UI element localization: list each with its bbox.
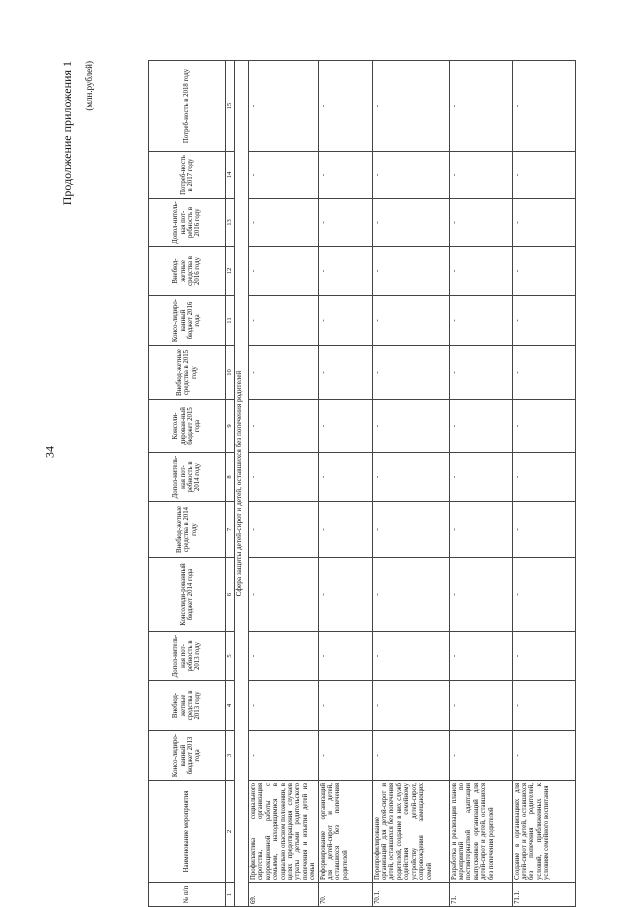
empty-value-cell: -	[318, 199, 372, 247]
empty-value-cell: -	[372, 731, 449, 781]
col-header: Потреб-ность в 2018 году	[149, 61, 226, 152]
empty-value-cell: -	[449, 731, 512, 781]
empty-value-cell: -	[249, 453, 319, 502]
empty-value-cell: -	[318, 502, 372, 558]
row-number: 71.	[449, 883, 512, 907]
column-number: 14	[226, 152, 235, 199]
page-number: 34	[42, 446, 57, 458]
empty-value-cell: -	[449, 453, 512, 502]
col-header: Консолиди-рованный бюджет 2014 года	[149, 558, 226, 632]
empty-value-cell: -	[372, 453, 449, 502]
col-header: № п/п	[149, 883, 226, 907]
empty-value-cell: -	[449, 152, 512, 199]
empty-value-cell: -	[512, 400, 575, 453]
empty-value-cell: -	[318, 731, 372, 781]
empty-value-cell: -	[372, 502, 449, 558]
empty-value-cell: -	[249, 247, 319, 296]
column-number: 11	[226, 296, 235, 346]
empty-value-cell: -	[372, 61, 449, 152]
empty-value-cell: -	[372, 247, 449, 296]
empty-value-cell: -	[449, 502, 512, 558]
section-title: Сфера защиты детей-сирот и детей, оставшихся без попечения родителей	[235, 61, 249, 907]
row-name: Разработка и реализация планов мероприятий по постинтернатной адаптации выпускников организаций для детей-сирот и детей, оставшихся без попечения родителей	[449, 781, 512, 883]
row-name: Профилактика социального сиротства, организация коррекционной работы с семьями, находящимися в социально опасном положении, в целях предотвращения случаев утраты детьми родительского попечения и изъятия детей из семьи	[249, 781, 319, 883]
col-header: Потреб-ность в 2017 году	[149, 152, 226, 199]
empty-value-cell: -	[449, 558, 512, 632]
empty-value-cell: -	[449, 199, 512, 247]
column-number-row	[226, 61, 235, 907]
col-header: Внебюд-жетные средства в 2015 году	[149, 346, 226, 400]
empty-value-cell: -	[512, 453, 575, 502]
row-number: 70.1.	[372, 883, 449, 907]
empty-value-cell: -	[449, 346, 512, 400]
column-number: 3	[226, 731, 235, 781]
empty-value-cell: -	[318, 247, 372, 296]
empty-value-cell: -	[249, 296, 319, 346]
empty-value-cell: -	[318, 400, 372, 453]
table-row	[249, 61, 319, 907]
col-header: Внебюд-жетные средства в 2014 году	[149, 502, 226, 558]
empty-value-cell: -	[512, 502, 575, 558]
col-header: Консо-лидиро-ванный бюджет 2016 года	[149, 296, 226, 346]
empty-value-cell: -	[318, 61, 372, 152]
section-row	[235, 61, 249, 907]
col-header: Консоли-дирован-ный бюджет 2015 года	[149, 400, 226, 453]
empty-value-cell: -	[249, 61, 319, 152]
empty-value-cell: -	[249, 400, 319, 453]
empty-value-cell: -	[372, 632, 449, 681]
empty-value-cell: -	[372, 152, 449, 199]
empty-value-cell: -	[449, 247, 512, 296]
column-number: 10	[226, 346, 235, 400]
empty-value-cell: -	[318, 453, 372, 502]
column-number: 8	[226, 453, 235, 502]
empty-value-cell: -	[512, 731, 575, 781]
empty-value-cell: -	[512, 61, 575, 152]
empty-value-cell: -	[372, 296, 449, 346]
empty-value-cell: -	[372, 681, 449, 731]
empty-value-cell: -	[512, 346, 575, 400]
empty-value-cell: -	[449, 296, 512, 346]
empty-value-cell: -	[372, 346, 449, 400]
column-number: 13	[226, 199, 235, 247]
table-row	[449, 61, 512, 907]
col-header: Допол-нитель-ная пот-ребность в 2013 году	[149, 632, 226, 681]
empty-value-cell: -	[249, 346, 319, 400]
row-number: 71.1.	[512, 883, 575, 907]
continuation-title: Продолжение приложения 1	[60, 61, 74, 206]
empty-value-cell: -	[249, 199, 319, 247]
row-number: 69.	[249, 883, 319, 907]
table-row	[318, 61, 372, 907]
empty-value-cell: -	[318, 346, 372, 400]
empty-value-cell: -	[372, 558, 449, 632]
empty-value-cell: -	[249, 681, 319, 731]
empty-value-cell: -	[449, 400, 512, 453]
row-number: 70.	[318, 883, 372, 907]
empty-value-cell: -	[318, 632, 372, 681]
empty-value-cell: -	[449, 681, 512, 731]
empty-value-cell: -	[249, 502, 319, 558]
empty-value-cell: -	[249, 152, 319, 199]
units-label: (млн.рублей)	[84, 61, 94, 111]
empty-value-cell: -	[449, 632, 512, 681]
empty-value-cell: -	[318, 681, 372, 731]
empty-value-cell: -	[512, 247, 575, 296]
empty-value-cell: -	[512, 199, 575, 247]
empty-value-cell: -	[512, 296, 575, 346]
empty-value-cell: -	[512, 681, 575, 731]
column-number: 4	[226, 681, 235, 731]
empty-value-cell: -	[249, 632, 319, 681]
column-number: 6	[226, 558, 235, 632]
empty-value-cell: -	[372, 199, 449, 247]
empty-value-cell: -	[249, 558, 319, 632]
rotated-content	[60, 61, 586, 907]
table-row	[512, 61, 575, 907]
empty-value-cell: -	[512, 632, 575, 681]
empty-value-cell: -	[449, 61, 512, 152]
empty-value-cell: -	[512, 152, 575, 199]
column-number: 9	[226, 400, 235, 453]
column-number: 15	[226, 61, 235, 152]
column-number: 1	[226, 883, 235, 907]
column-number: 7	[226, 502, 235, 558]
column-number: 2	[226, 781, 235, 883]
empty-value-cell: -	[512, 558, 575, 632]
funding-table	[148, 60, 576, 907]
col-header: Консо-лидиро-ванный бюджет 2013 года	[149, 731, 226, 781]
column-number: 12	[226, 247, 235, 296]
col-header: Наименование мероприятия	[149, 781, 226, 883]
empty-value-cell: -	[318, 296, 372, 346]
empty-value-cell: -	[372, 400, 449, 453]
col-header: Внебюд-жетные средства в 2016 году	[149, 247, 226, 296]
col-header: Допол-нитель-ная пот-ребность в 2014 году	[149, 453, 226, 502]
empty-value-cell: -	[318, 152, 372, 199]
col-header: Допол-нитель-ная пот-ребность в 2016 году	[149, 199, 226, 247]
row-name: Создание в организациях для детей-сирот и детей, оставшихся без попечения родителей, условий, приближенных к условиям семейного воспитания	[512, 781, 575, 883]
col-header: Внебюд-жетные средства в 2013 году	[149, 681, 226, 731]
empty-value-cell: -	[318, 558, 372, 632]
empty-value-cell: -	[249, 731, 319, 781]
row-name: Реформирование организаций для детей-сирот и детей, оставшихся без попечения родителей	[318, 781, 372, 883]
table-row	[372, 61, 449, 907]
column-number: 5	[226, 632, 235, 681]
header-row	[149, 61, 226, 907]
row-name: Перепрофилирование организаций для детей-сирот и детей, оставшихся без попечения родителей, создание в них служб содействия семейному устройству детей-сирот, сопровождения замещающих семей	[372, 781, 449, 883]
